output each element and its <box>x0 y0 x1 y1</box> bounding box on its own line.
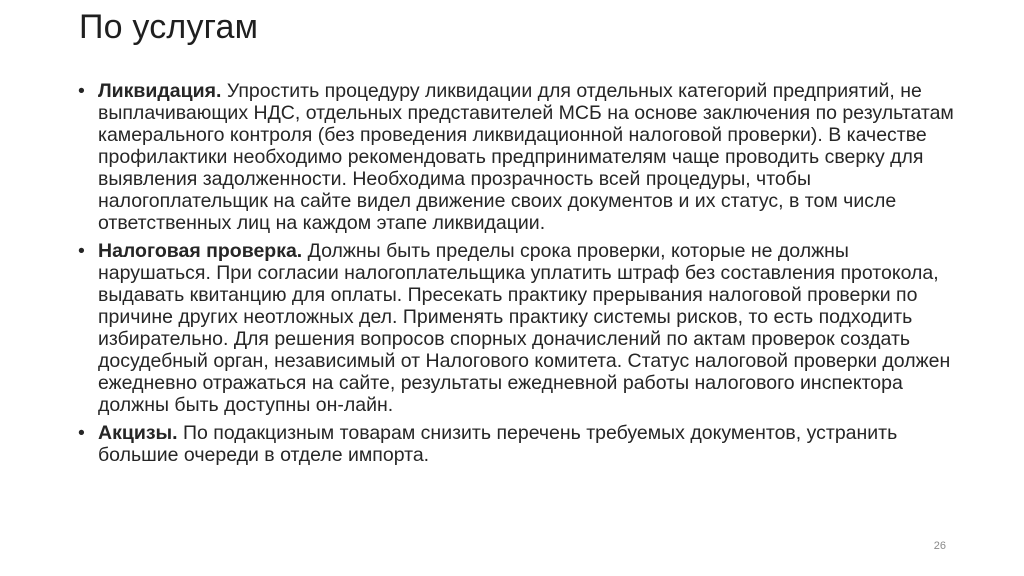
bullet-term: Ликвидация. <box>98 80 222 102</box>
bullet-text: По подакцизным товарам снизить перечень требуемых документов, устранить большие очереди в отделе импорта. <box>98 422 898 466</box>
bullet-term: Акцизы. <box>98 422 178 444</box>
bullet-text: Должны быть пределы срока проверки, которые не должны нарушаться. При согласии налогоплательщика уплатить штраф без составления протокола, выдавать квитанцию для оплаты. Пресекать практику прерывания налоговой проверки по причине других неотложных дел. Применять практику системы рисков, то есть подходить избирательно. Для решения вопросов спорных доначислений по актам проверок создать досудебный орган, независимый от Налогового комитета. Статус налоговой проверки должен ежедневно отражаться на сайте, результаты ежедневной работы налогового инспектора должны быть доступны он-лайн. <box>98 240 951 416</box>
bullet-text: Упростить процедуру ликвидации для отдельных категорий предприятий, не выплачивающих НДС, отдельных представителей МСБ на основе заключения по результатам камерального контроля (без проведения ликвидационной налоговой проверки). В качестве профилактики необходимо рекомендовать предпринимателям чаще проводить сверку для выявления задолженности. Необходима прозрачность всей процедуры, чтобы налогоплательщик на сайте видел движение своих документов и их статус, в том числе ответственных лиц на каждом этапе ликвидации. <box>98 80 954 234</box>
bullet-list <box>78 80 958 472</box>
bullet-point-icon: • <box>78 422 85 444</box>
bullet-item-tax-audit <box>78 240 958 416</box>
bullet-point-icon: • <box>78 80 85 102</box>
slide-title: По услугам <box>79 8 259 46</box>
bullet-term: Налоговая проверка. <box>98 240 303 262</box>
bullet-item-excise <box>78 422 958 466</box>
slide-number: 26 <box>933 540 946 552</box>
bullet-item-liquidation <box>78 80 958 234</box>
bullet-point-icon: • <box>78 240 85 262</box>
